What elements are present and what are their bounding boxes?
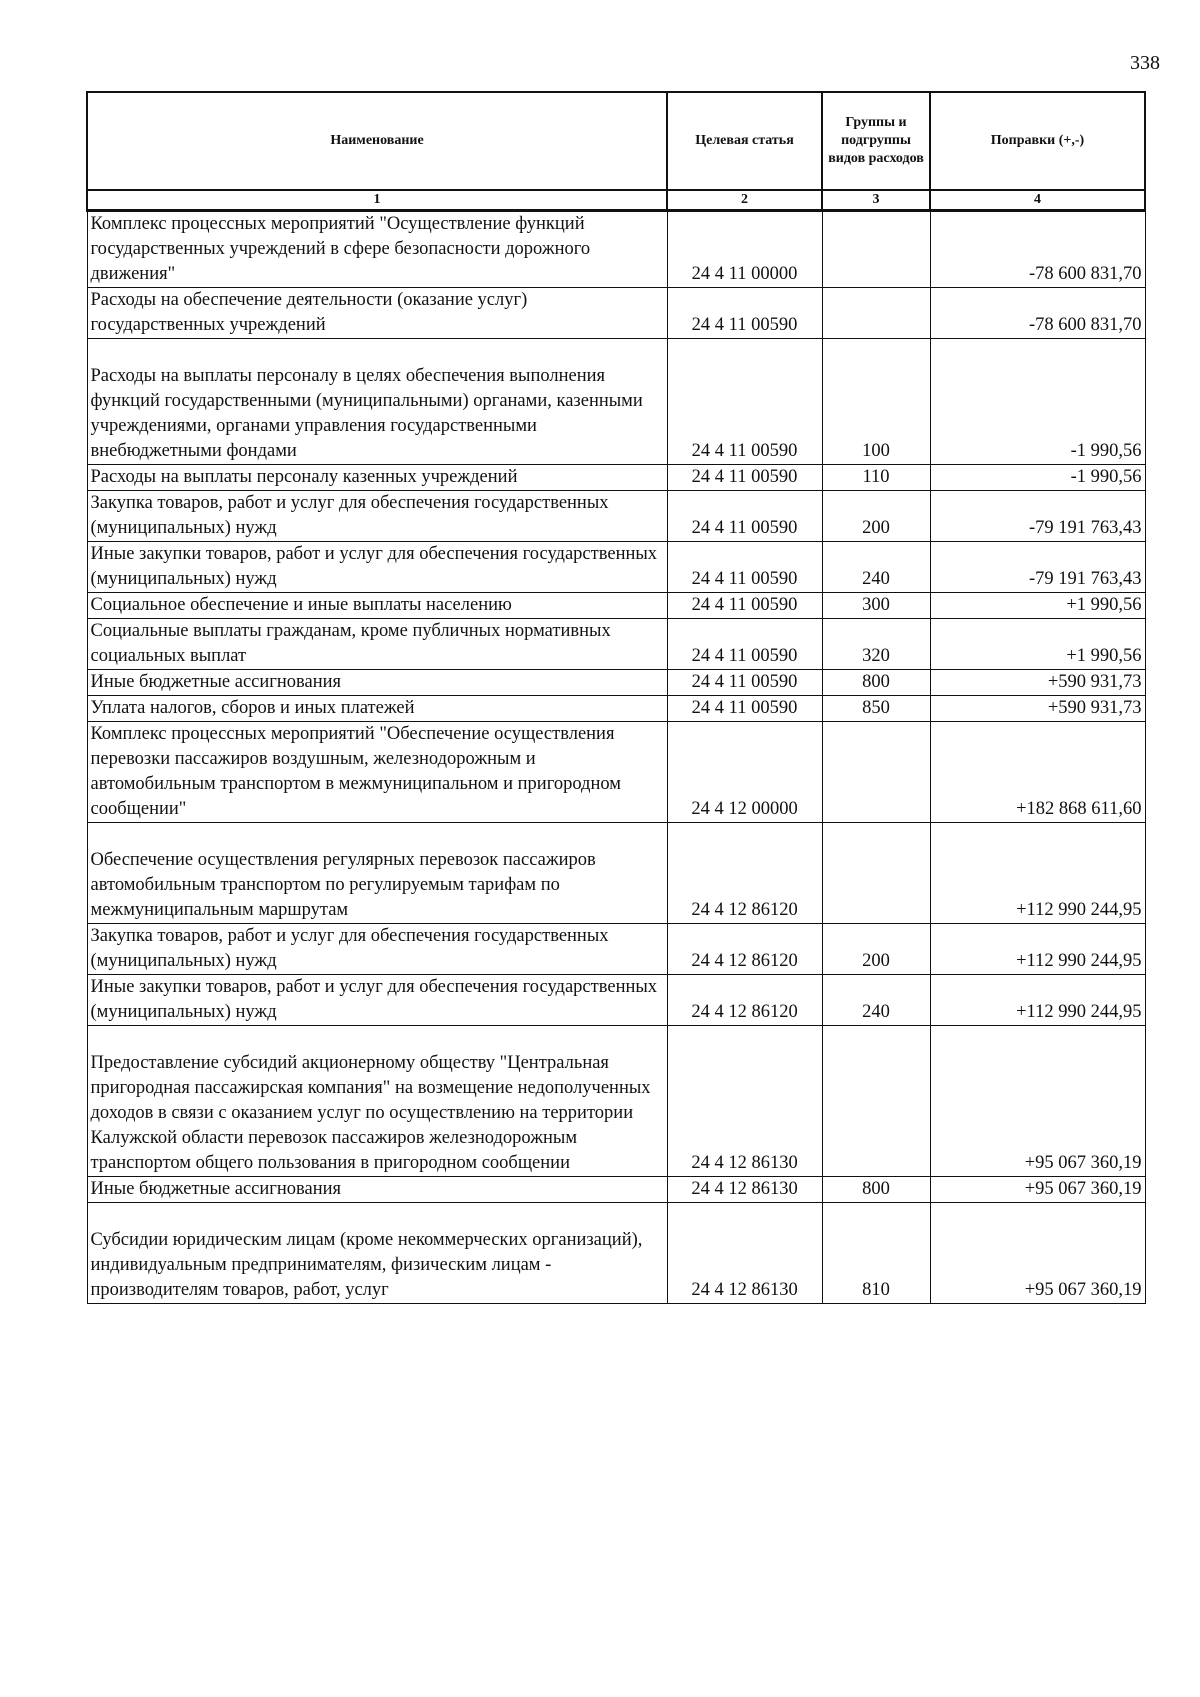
row-target-article: 24 4 12 86120 (667, 823, 822, 924)
header-name: Наименование (87, 92, 667, 190)
row-expense-group: 300 (822, 593, 930, 619)
row-amendment: +1 990,56 (930, 593, 1145, 619)
table-row (87, 722, 1145, 823)
row-amendment: +590 931,73 (930, 696, 1145, 722)
table-row (87, 593, 1145, 619)
row-target-article: 24 4 11 00000 (667, 211, 822, 288)
row-amendment: -78 600 831,70 (930, 288, 1145, 339)
row-target-article: 24 4 12 86130 (667, 1026, 822, 1177)
row-target-article: 24 4 11 00590 (667, 619, 822, 670)
row-expense-group (822, 1026, 930, 1177)
row-name: Предоставление субсидий акционерному обществу "Центральная пригородная пассажирская компания" на возмещение недополученных доходов в связи с оказанием услуг по осуществлению на территории Калужской области перевозок пассажиров железнодорожным транспортом общего пользования в пригородном сообщении (87, 1026, 667, 1177)
row-name: Уплата налогов, сборов и иных платежей (87, 696, 667, 722)
column-number: 1 (87, 190, 667, 211)
table-row (87, 339, 1145, 465)
row-name: Закупка товаров, работ и услуг для обеспечения государственных (муниципальных) нужд (87, 924, 667, 975)
row-amendment: +1 990,56 (930, 619, 1145, 670)
column-number-row (87, 190, 1145, 211)
table-row (87, 696, 1145, 722)
table-row (87, 542, 1145, 593)
row-name: Расходы на выплаты персоналу казенных учреждений (87, 465, 667, 491)
row-name: Комплекс процессных мероприятий "Обеспечение осуществления перевозки пассажиров воздушным, железнодорожным и автомобильным транспортом в межмуниципальном и пригородном сообщении" (87, 722, 667, 823)
row-target-article: 24 4 11 00590 (667, 670, 822, 696)
column-number: 3 (822, 190, 930, 211)
row-name: Закупка товаров, работ и услуг для обеспечения государственных (муниципальных) нужд (87, 491, 667, 542)
row-target-article: 24 4 12 86120 (667, 924, 822, 975)
header-target-article: Целевая статья (667, 92, 822, 190)
row-target-article: 24 4 11 00590 (667, 465, 822, 491)
table-row (87, 1177, 1145, 1203)
table-row (87, 211, 1145, 288)
row-amendment: -1 990,56 (930, 465, 1145, 491)
row-expense-group (822, 211, 930, 288)
table-row (87, 465, 1145, 491)
row-target-article: 24 4 12 00000 (667, 722, 822, 823)
row-target-article: 24 4 11 00590 (667, 491, 822, 542)
row-name: Иные закупки товаров, работ и услуг для обеспечения государственных (муниципальных) нужд (87, 542, 667, 593)
table-row (87, 491, 1145, 542)
row-amendment: -1 990,56 (930, 339, 1145, 465)
row-expense-group: 240 (822, 975, 930, 1026)
row-expense-group: 110 (822, 465, 930, 491)
table-row (87, 823, 1145, 924)
row-expense-group: 810 (822, 1203, 930, 1304)
row-amendment: +95 067 360,19 (930, 1203, 1145, 1304)
row-name: Субсидии юридическим лицам (кроме некоммерческих организаций), индивидуальным предпринимателям, физическим лицам - производителям товаров, работ, услуг (87, 1203, 667, 1304)
row-name: Социальные выплаты гражданам, кроме публичных нормативных социальных выплат (87, 619, 667, 670)
row-amendment: +95 067 360,19 (930, 1177, 1145, 1203)
table-row (87, 619, 1145, 670)
table-body (87, 211, 1145, 1304)
row-name: Расходы на обеспечение деятельности (оказание услуг) государственных учреждений (87, 288, 667, 339)
row-amendment: +95 067 360,19 (930, 1026, 1145, 1177)
row-name: Комплекс процессных мероприятий "Осуществление функций государственных учреждений в сфере безопасности дорожного движения" (87, 211, 667, 288)
row-expense-group: 800 (822, 670, 930, 696)
table-row (87, 1203, 1145, 1304)
row-target-article: 24 4 11 00590 (667, 696, 822, 722)
header-amendments: Поправки (+,-) (930, 92, 1145, 190)
header-expense-groups: Группы и подгруппы видов расходов (822, 92, 930, 190)
table-row (87, 288, 1145, 339)
budget-table (86, 91, 1146, 1304)
column-number: 2 (667, 190, 822, 211)
row-expense-group: 800 (822, 1177, 930, 1203)
row-name: Иные бюджетные ассигнования (87, 670, 667, 696)
row-name: Обеспечение осуществления регулярных перевозок пассажиров автомобильным транспортом по регулируемым тарифам по межмуниципальным маршрутам (87, 823, 667, 924)
row-amendment: +112 990 244,95 (930, 823, 1145, 924)
row-amendment: -79 191 763,43 (930, 542, 1145, 593)
row-expense-group: 200 (822, 491, 930, 542)
table-row (87, 924, 1145, 975)
row-name: Расходы на выплаты персоналу в целях обеспечения выполнения функций государственными (муниципальными) органами, казенными учреждениями, органами управления государственными внебюджетными фондами (87, 339, 667, 465)
row-target-article: 24 4 11 00590 (667, 288, 822, 339)
table-row (87, 975, 1145, 1026)
row-amendment: +182 868 611,60 (930, 722, 1145, 823)
row-amendment: +112 990 244,95 (930, 975, 1145, 1026)
row-target-article: 24 4 12 86130 (667, 1203, 822, 1304)
row-target-article: 24 4 11 00590 (667, 542, 822, 593)
row-expense-group (822, 722, 930, 823)
page-number: 338 (1130, 52, 1160, 74)
row-target-article: 24 4 11 00590 (667, 339, 822, 465)
row-name: Иные закупки товаров, работ и услуг для обеспечения государственных (муниципальных) нужд (87, 975, 667, 1026)
row-target-article: 24 4 12 86120 (667, 975, 822, 1026)
row-amendment: +112 990 244,95 (930, 924, 1145, 975)
row-expense-group: 100 (822, 339, 930, 465)
row-amendment: +590 931,73 (930, 670, 1145, 696)
row-target-article: 24 4 11 00590 (667, 593, 822, 619)
row-expense-group: 320 (822, 619, 930, 670)
table-header-row (87, 92, 1145, 190)
row-name: Социальное обеспечение и иные выплаты населению (87, 593, 667, 619)
table-row (87, 1026, 1145, 1177)
row-expense-group (822, 823, 930, 924)
row-amendment: -79 191 763,43 (930, 491, 1145, 542)
row-expense-group: 200 (822, 924, 930, 975)
row-expense-group: 850 (822, 696, 930, 722)
row-expense-group: 240 (822, 542, 930, 593)
row-name: Иные бюджетные ассигнования (87, 1177, 667, 1203)
row-amendment: -78 600 831,70 (930, 211, 1145, 288)
row-target-article: 24 4 12 86130 (667, 1177, 822, 1203)
row-expense-group (822, 288, 930, 339)
table-row (87, 670, 1145, 696)
column-number: 4 (930, 190, 1145, 211)
